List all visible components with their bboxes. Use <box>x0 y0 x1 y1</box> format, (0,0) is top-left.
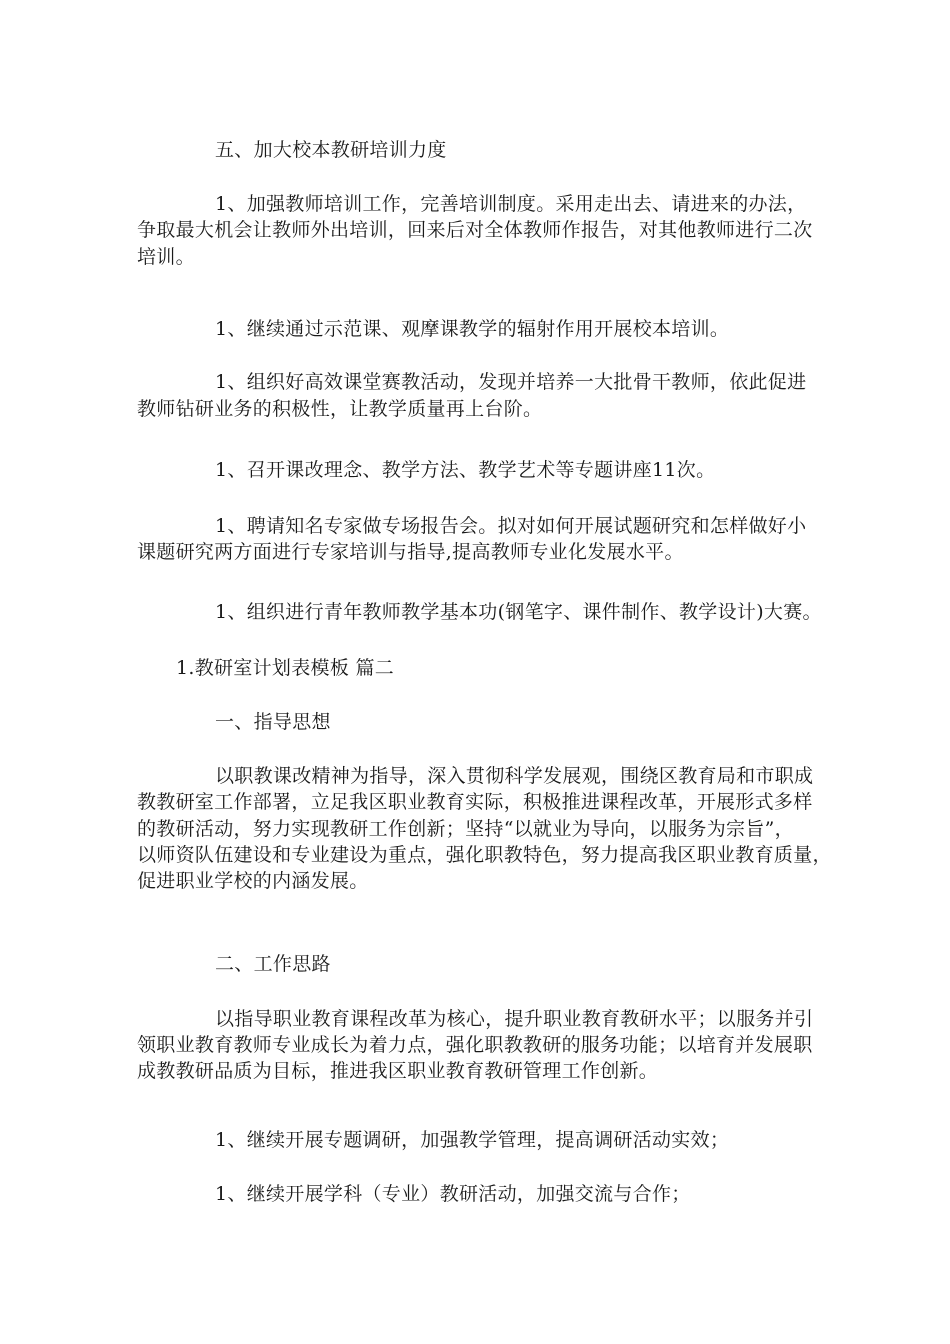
paragraph-line: 1、继续开展学科（专业）教研活动，加强交流与合作； <box>215 1183 691 1205</box>
paragraph-line: 1、召开课改理念、教学方法、教学艺术等专题讲座11次。 <box>215 459 716 481</box>
paragraph-line: 1、继续开展专题调研，加强教学管理，提高调研活动实效； <box>215 1129 730 1151</box>
paragraph-line: 1、加强教师培训工作，完善培训制度。采用走出去、请进来的办法， <box>215 193 807 215</box>
paragraph-line: 以师资队伍建设和专业建设为重点，强化职教特色，努力提高我区职业教育质量， <box>137 844 832 866</box>
paragraph-line: 培训。 <box>137 246 195 268</box>
paragraph-line: 成教教研品质为目标，推进我区职业教育教研管理工作创新。 <box>137 1060 659 1082</box>
paragraph-line: 促进职业学校的内涵发展。 <box>137 870 369 892</box>
section-heading-2: 二、工作思路 <box>215 953 331 975</box>
paragraph-line: 1、组织进行青年教师教学基本功(钢笔字、课件制作、教学设计)大赛。 <box>215 601 822 623</box>
paragraph-line: 教师钻研业务的积极性，让教学质量再上台阶。 <box>137 398 543 420</box>
paragraph-line: 的教研活动，努力实现教研工作创新；坚持“以就业为导向，以服务为宗旨”， <box>137 818 794 840</box>
paragraph-line: 教教研室工作部署，立足我区职业教育实际，积极推进课程改革，开展形式多样 <box>137 791 813 813</box>
section-heading-5: 五、加大校本教研培训力度 <box>215 139 447 161</box>
paragraph-line: 以指导职业教育课程改革为核心，提升职业教育教研水平；以服务并引 <box>215 1008 814 1030</box>
paragraph-line: 课题研究两方面进行专家培训与指导,提高教师专业化发展水平。 <box>137 541 684 563</box>
paragraph-line: 1、组织好高效课堂赛教活动，发现并培养一大批骨干教师，依此促进 <box>215 371 807 393</box>
paragraph-line: 以职教课改精神为指导，深入贯彻科学发展观，围绕区教育局和市职成 <box>215 765 814 787</box>
paragraph-line: 1、继续通过示范课、观摩课教学的辐射作用开展校本培训。 <box>215 318 730 340</box>
section-title: 1.教研室计划表模板 篇二 <box>176 657 395 679</box>
paragraph-line: 争取最大机会让教师外出培训，回来后对全体教师作报告，对其他教师进行二次 <box>137 219 813 241</box>
paragraph-line: 领职业教育教师专业成长为着力点，强化职教教研的服务功能；以培育并发展职 <box>137 1034 813 1056</box>
paragraph-line: 1、聘请知名专家做专场报告会。拟对如何开展试题研究和怎样做好小 <box>215 515 807 537</box>
section-heading-1: 一、指导思想 <box>215 711 331 733</box>
